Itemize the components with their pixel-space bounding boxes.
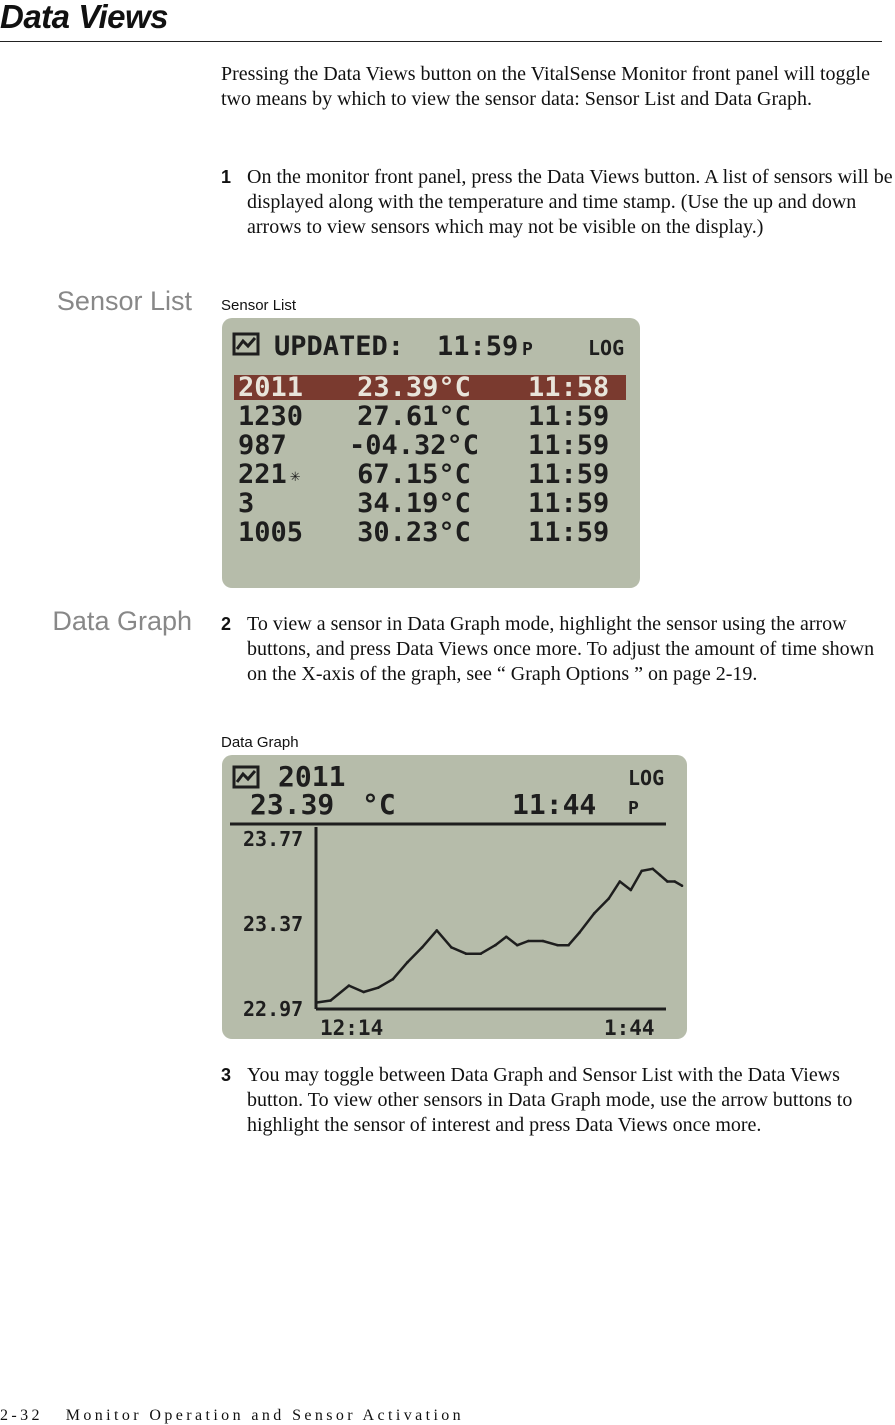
data-point	[329, 999, 332, 1002]
sensor-row[interactable]	[238, 372, 609, 403]
data-point	[362, 991, 365, 994]
sensor-temp: 67.15°C	[357, 459, 471, 490]
y-tick-label: 23.77	[243, 827, 304, 851]
updated-time: 11:59	[437, 331, 519, 362]
page-footer	[0, 1407, 464, 1425]
data-graph-screen	[222, 755, 687, 1039]
log-label: LOG	[588, 336, 625, 360]
footer-section-title: Monitor Operation and Sensor Activation	[65, 1407, 465, 1424]
title-rule	[0, 41, 882, 42]
step-2	[221, 612, 895, 687]
data-point	[659, 874, 662, 877]
sensor-id: 987	[238, 430, 287, 461]
data-point	[465, 952, 468, 955]
data-point	[436, 929, 439, 932]
data-point	[666, 880, 669, 883]
graph-temp-unit: °C	[362, 788, 396, 821]
sensor-id: 221	[238, 459, 287, 490]
data-point	[556, 944, 559, 947]
sensor-row[interactable]	[238, 401, 609, 432]
step-number: 3	[221, 1065, 232, 1085]
x-tick-label: 1:44	[604, 1016, 655, 1039]
data-point	[377, 986, 380, 989]
sensor-time: 11:59	[528, 430, 610, 461]
step-number: 2	[221, 614, 232, 634]
data-point	[593, 912, 596, 915]
x-tick-label: 12:14	[320, 1016, 384, 1039]
side-heading-sensor-list: Sensor List	[56, 286, 192, 316]
data-point	[406, 961, 409, 964]
data-point	[651, 868, 654, 871]
step-3	[221, 1063, 895, 1138]
sensor-temp: 34.19°C	[357, 488, 471, 519]
data-point	[527, 940, 530, 943]
data-point	[494, 944, 497, 947]
graph-ampm: P	[628, 798, 639, 819]
sensor-id: 3	[238, 488, 255, 519]
caption-data-graph: Data Graph	[221, 734, 299, 751]
step-text: To view a sensor in Data Graph mode, highlight the sensor using the arrow buttons, and press Data Views once more. To adjust the amount of time shown on the X-axis of the graph, see “ Graph Options ” on page 2-19.	[247, 613, 875, 685]
graph-log-label: LOG	[628, 766, 665, 790]
data-point	[516, 944, 519, 947]
footer-page-number: 2-32	[0, 1407, 43, 1424]
sensor-id: 1005	[238, 517, 304, 548]
data-point	[619, 880, 622, 883]
side-heading-data-graph: Data Graph	[52, 606, 192, 636]
sensor-time: 11:59	[528, 517, 610, 548]
graph-temp-value: 23.39	[250, 788, 335, 821]
data-point	[673, 880, 676, 883]
data-point	[640, 870, 643, 873]
page-title: Data Views	[0, 0, 169, 35]
data-point	[315, 1001, 318, 1004]
step-1	[221, 165, 895, 240]
sensor-temp: 23.39°C	[357, 372, 471, 403]
data-point	[392, 978, 395, 981]
data-point	[348, 984, 351, 987]
data-point	[479, 952, 482, 955]
sensor-id: 1230	[238, 401, 304, 432]
data-point	[567, 944, 570, 947]
data-point	[505, 936, 508, 939]
sensor-temp: 30.23°C	[357, 517, 471, 548]
sensor-time: 11:59	[528, 401, 610, 432]
y-tick-label: 22.97	[243, 997, 304, 1021]
sensor-row[interactable]	[238, 517, 609, 548]
data-point	[542, 940, 545, 943]
graph-time: 11:44	[512, 788, 597, 821]
alarm-flag-icon: ✳	[290, 466, 301, 486]
intro-paragraph: Pressing the Data Views button on the VitalSense Monitor front panel will toggle two means by which to view the sensor data: Sensor List and Data Graph.	[221, 63, 870, 110]
step-text: On the monitor front panel, press the Data Views button. A list of sensors will be displayed along with the temperature and time stamp. (Use the up and down arrows to view sensors which may not be visible on the display.)	[247, 166, 893, 238]
data-point	[608, 897, 611, 900]
updated-label: UPDATED:	[274, 331, 405, 362]
updated-ampm: P	[522, 339, 533, 360]
data-point	[421, 946, 424, 949]
data-point	[578, 931, 581, 934]
sensor-time: 11:58	[528, 372, 610, 403]
step-number: 1	[221, 167, 232, 187]
sensor-id: 2011	[238, 372, 304, 403]
y-tick-label: 23.37	[243, 912, 304, 936]
sensor-temp: 27.61°C	[357, 401, 471, 432]
sensor-time: 11:59	[528, 488, 610, 519]
sensor-time: 11:59	[528, 459, 610, 490]
graph-sensor-id: 2011	[278, 760, 346, 793]
sensor-list-screen	[222, 318, 640, 588]
data-point	[630, 889, 633, 892]
sensor-temp: -04.32°C	[348, 430, 480, 461]
caption-sensor-list: Sensor List	[221, 297, 297, 314]
data-point	[450, 946, 453, 949]
data-point	[681, 884, 684, 887]
step-text: You may toggle between Data Graph and Sensor List with the Data Views button. To view other sensors in Data Graph mode, use the arrow buttons to highlight the sensor of interest and press Data Views once more.	[247, 1064, 853, 1136]
